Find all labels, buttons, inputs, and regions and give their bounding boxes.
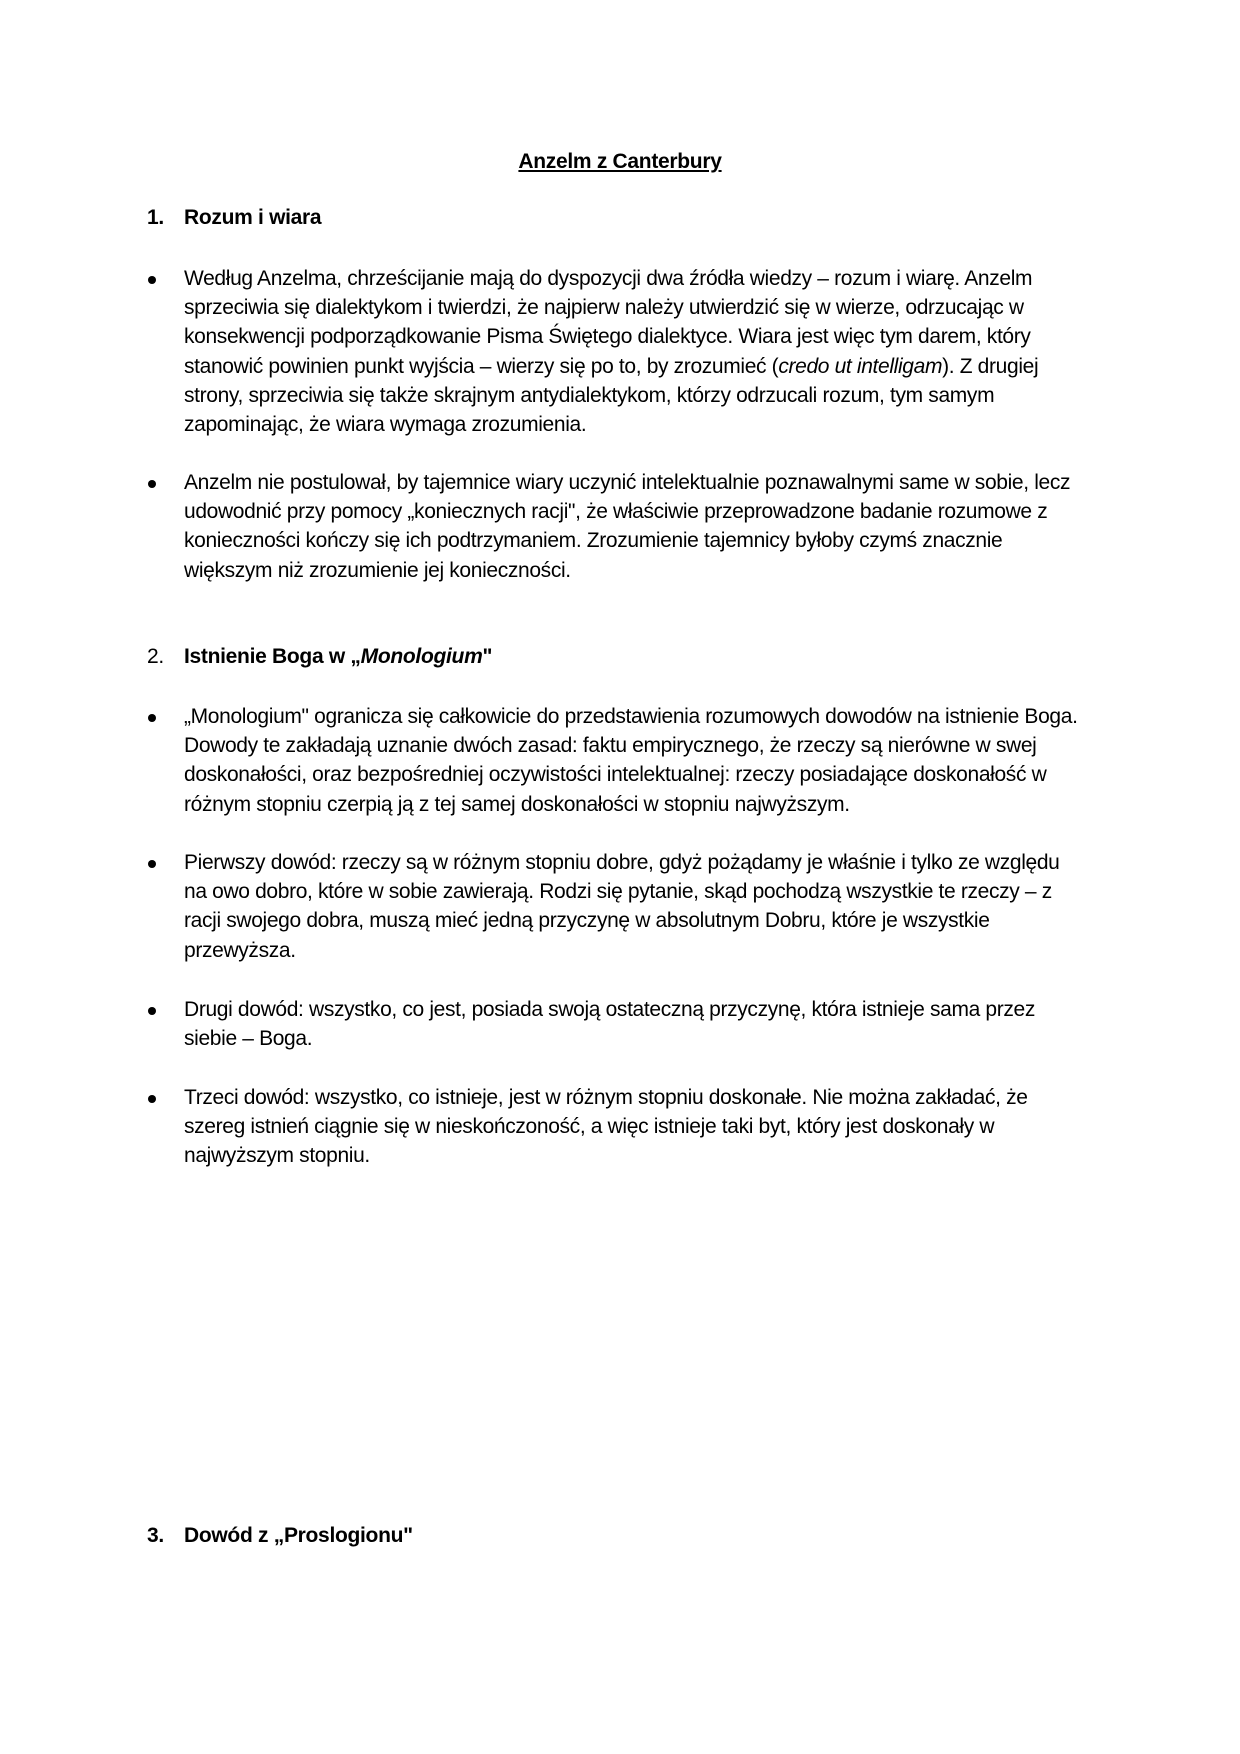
text-line: strony, sprzeciwia się także skrajnym antydialektykom, którzy odrzucali rozum, tym samym [184,383,995,407]
section-number: 1. [147,206,164,229]
text-line: doskonałości, oraz bezpośredniej oczywistości intelektualnej: rzeczy posiadające doskonałość w [184,763,1047,787]
text-line: większym niż zrozumienie jej konieczności. [184,558,571,582]
text-line: Drugi dowód: wszystko, co jest, posiada swoją ostateczną przyczynę, która istnieje sama przez [184,998,1036,1021]
text-line: na owo dobro, które w sobie zawierają. Rodzi się pytanie, skąd pochodzą wszystkie te rzeczy – z [184,880,1052,904]
text-line: Anzelm nie postulował, by tajemnice wiary uczynić intelektualnie poznawalnymi same w sobie, lecz [184,471,1071,494]
text-line: siebie – Boga. [184,1027,313,1051]
document-title: Anzelm z Canterbury [518,150,722,173]
text-line: szereg istnień ciągnie się w nieskończoność, a więc istnieje taki byt, który jest doskonały w [184,1115,995,1139]
list-item [184,702,1094,819]
text-line: Trzeci dowód: wszystko, co istnieje, jest w różnym stopniu doskonałe. Nie można zakładać, że [184,1086,1028,1109]
text-segment: ). Z drugiej [942,354,1039,378]
section-heading-3 [147,1524,413,1548]
section-heading-2 [147,645,492,669]
section-title: Istnienie Boga w „ [184,645,361,668]
text-line [184,352,1094,381]
bullet-icon [148,1095,156,1103]
bullet-icon [148,1007,156,1015]
text-line: racji swojego dobra, muszą mieć jedną przyczynę w absolutnym Dobru, które je wszystkie [184,909,990,933]
section-number: 2. [147,645,164,668]
list-item [184,995,1094,1053]
bullet-icon [148,480,156,488]
text-line: Pierwszy dowód: rzeczy są w różnym stopniu dobre, gdyż pożądamy je właśnie i tylko ze względu [184,851,1060,874]
text-line: udowodnić przy pomocy „koniecznych racji", że właściwie przeprowadzone badanie rozumowe z [184,500,1048,524]
text-line: konsekwencji podporządkowanie Pisma Świętego dialektyce. Wiara jest więc tym darem, który [184,325,1031,349]
list-item [184,1083,1094,1171]
section-title: Dowód z „Proslogionu" [184,1524,413,1547]
text-line: różnym stopniu czerpią ją z tej samej doskonałości w stopniu najwyższym. [184,792,850,816]
text-line: zapominając, że wiara wymaga zrozumienia. [184,413,587,437]
bullet-icon [148,860,156,868]
section-title-italic: Monologium [360,645,483,668]
list-item [184,848,1094,965]
text-line: Według Anzelma, chrześcijanie mają do dyspozycji dwa źródła wiedzy – rozum i wiarę. Anzelm [184,267,1033,290]
section-title-end: " [482,645,493,668]
text-line: Dowody te zakładają uznanie dwóch zasad: faktu empirycznego, że rzeczy są nierówne w swej [184,734,1037,758]
text-line: „Monologium" ogranicza się całkowicie do przedstawienia rozumowych dowodów na istnienie Boga. [184,705,1078,728]
text-segment: stanowić powinien punkt wyjścia – wierzy się po to, by zrozumieć ( [184,354,779,378]
list-item [184,264,1094,439]
section-number: 3. [147,1524,164,1547]
bullet-icon [148,714,156,722]
text-line: najwyższym stopniu. [184,1144,370,1168]
text-line: przewyższa. [184,938,296,962]
list-item [184,468,1094,585]
section-title: Rozum i wiara [184,206,322,229]
italic-term: credo ut intelligam [778,354,943,378]
text-line: sprzeciwia się dialektykom i twierdzi, że najpierw należy utwierdzić się w wierze, odrzucając w [184,296,1024,320]
bullet-icon [148,276,156,284]
text-line: konieczności kończy się ich podtrzymaniem. Zrozumienie tajemnicy byłoby czymś znacznie [184,529,1003,553]
section-heading-1 [147,206,321,230]
